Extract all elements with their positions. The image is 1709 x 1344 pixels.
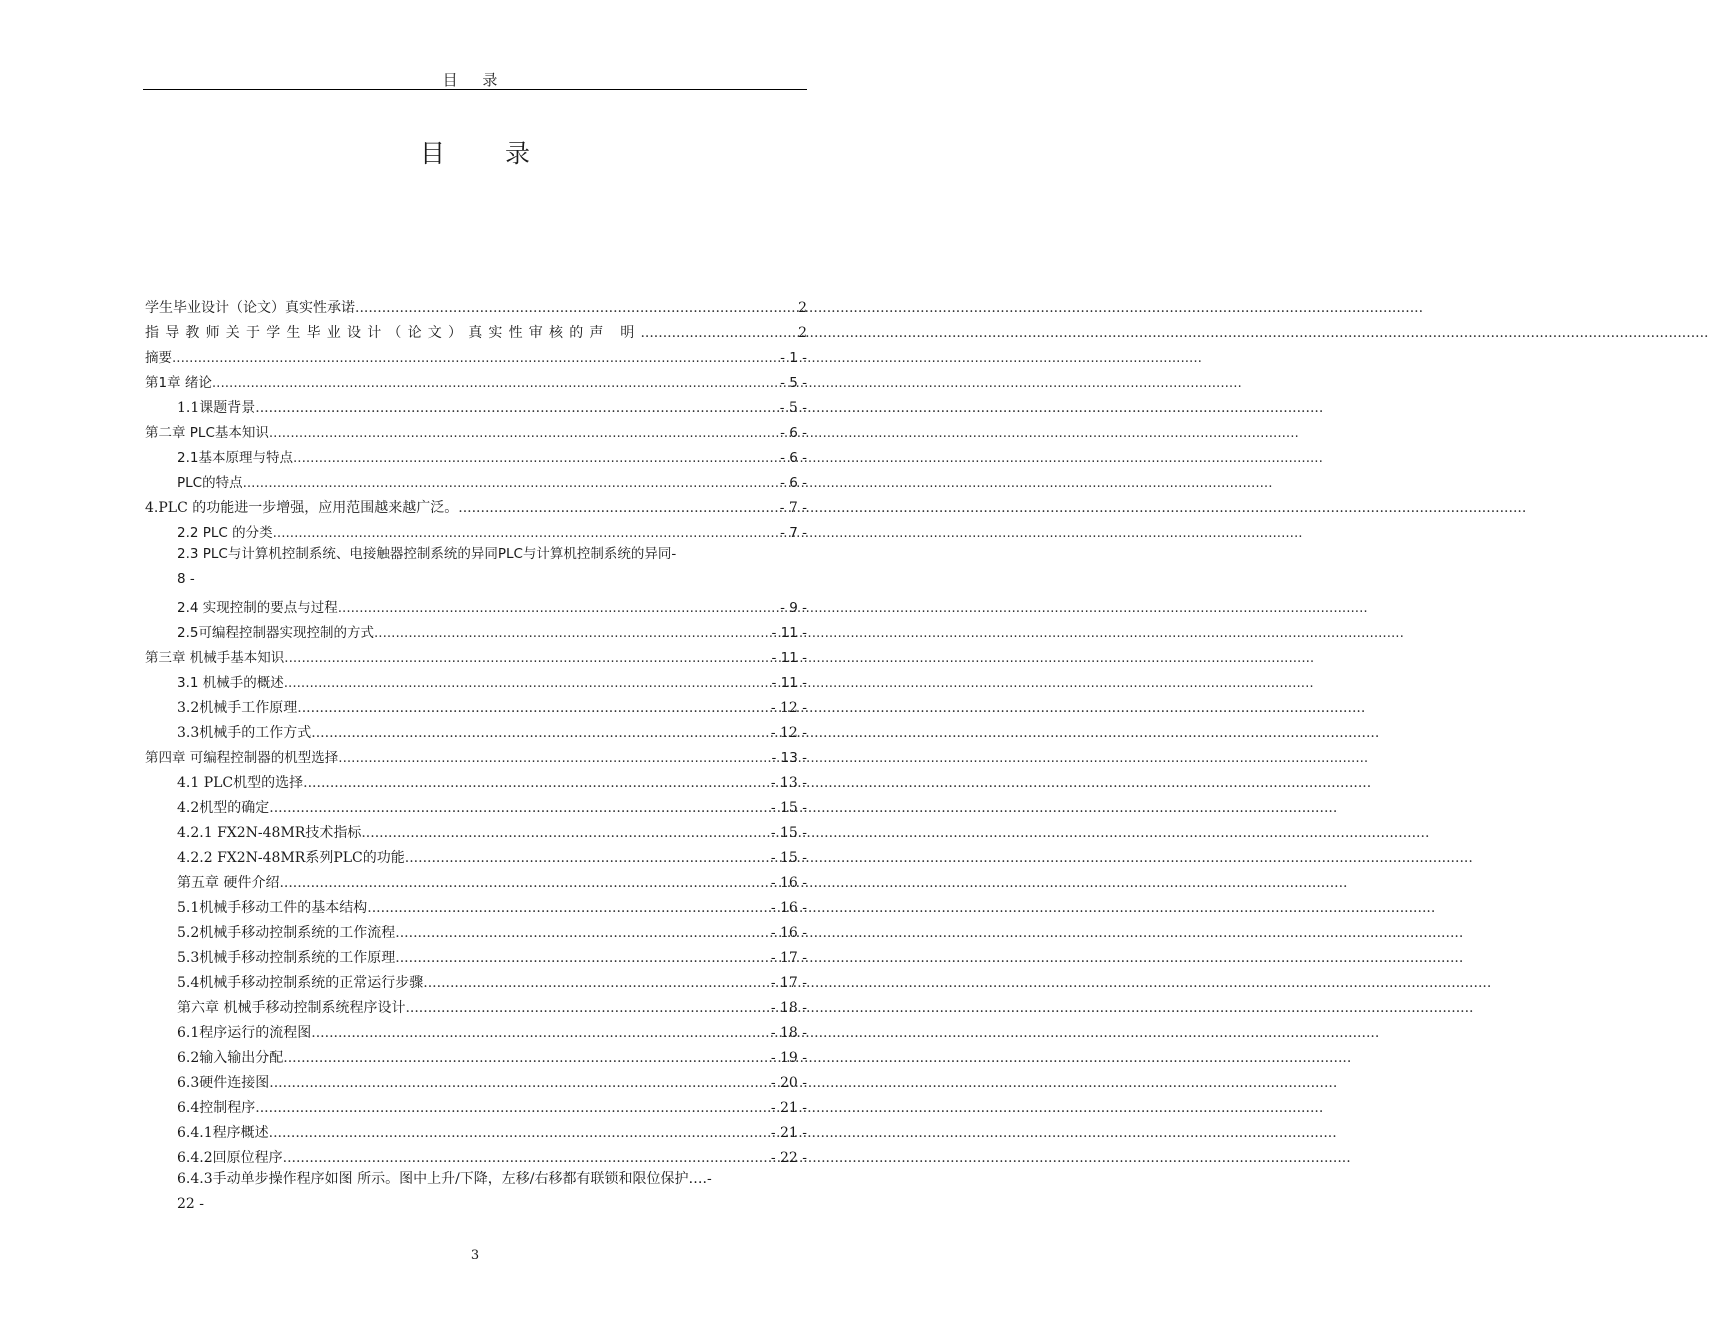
toc-leader-dots: [269, 1075, 771, 1092]
toc-entry-1-1[interactable]: [145, 392, 807, 417]
toc-entry-label: 学生毕业设计（论文）真实性承诺: [145, 300, 355, 316]
toc-leader-dots: [284, 650, 771, 667]
toc-entry-plc-features[interactable]: [145, 467, 807, 492]
toc-entry-2-1[interactable]: [145, 442, 807, 467]
toc-entry-label: 5.2机械手移动控制系统的工作流程: [177, 925, 396, 941]
toc-entry-page: - 6 -: [780, 475, 807, 491]
toc-entry-page: - 18 -: [770, 1025, 807, 1041]
toc-entry-label-line1: 6.4.3手动单步操作程序如图 所示。图中上升/下降，左移/右移都有联锁和限位保护….-: [177, 1171, 712, 1187]
toc-entry-integrity-pledge[interactable]: [145, 292, 807, 317]
toc-entry-label: 4.1 PLC机型的选择: [177, 775, 304, 791]
toc-entry-chapter-2[interactable]: [145, 417, 807, 442]
toc-entry-5-2[interactable]: [145, 917, 807, 942]
toc-entry-page: - 11 -: [771, 625, 807, 641]
toc-entry-2-4[interactable]: [145, 592, 807, 617]
toc-entry-4-2[interactable]: [145, 792, 807, 817]
toc-leader-dots: [255, 1100, 771, 1117]
toc-entry-page: - 7 -: [779, 500, 807, 516]
toc-entry-label: PLC的特点: [177, 475, 243, 491]
toc-leader-dots: [283, 1150, 771, 1167]
toc-leader-dots: [405, 850, 771, 867]
toc-entry-page: - 16 -: [770, 875, 807, 891]
toc-entry-page: - 13 -: [771, 750, 807, 766]
toc-entry-label: 2.2 PLC 的分类: [177, 525, 273, 541]
toc-entry-page: - 13 -: [770, 775, 807, 791]
toc-entry-label: 6.4.2回原位程序: [177, 1150, 283, 1166]
toc-entry-label: 第二章 PLC基本知识: [145, 425, 269, 441]
toc-entry-page: - 6 -: [780, 450, 807, 466]
toc-entry-2-5[interactable]: [145, 617, 807, 642]
toc-entry-5-3[interactable]: [145, 942, 807, 967]
toc-entry-label: 6.2输入输出分配: [177, 1050, 284, 1066]
toc-entry-5-4[interactable]: [145, 967, 807, 992]
toc-entry-label: 第1章 绪论: [145, 375, 212, 391]
toc-entry-label: 6.3硬件连接图: [177, 1075, 270, 1091]
toc-leader-dots: [338, 750, 771, 767]
toc-entry-label: 第五章 硬件介绍: [177, 875, 280, 891]
toc-entry-plc-function-expansion[interactable]: [145, 492, 807, 517]
toc-leader-dots: [283, 1050, 771, 1067]
toc-entry-6-4[interactable]: [145, 1092, 807, 1117]
toc-entry-label: 4.2.2 FX2N-48MR系列PLC的功能: [177, 850, 405, 866]
toc-entry-page: - 16 -: [770, 900, 807, 916]
toc-entry-label: 5.1机械手移动工件的基本结构: [177, 900, 368, 916]
toc-entry-chapter-6[interactable]: [145, 992, 807, 1017]
toc-entry-label-line1: 2.3 PLC与计算机控制系统、电接触器控制系统的异同PLC与计算机控制系统的异同-: [177, 546, 677, 562]
toc-entry-label: 5.3机械手移动控制系统的工作原理: [177, 950, 396, 966]
toc-leader-dots: [367, 900, 771, 917]
toc-entry-chapter-5[interactable]: [145, 867, 807, 892]
toc-entry-page: 2: [798, 325, 807, 341]
toc-leader-dots: [297, 700, 771, 717]
toc-entry-chapter-1[interactable]: [145, 367, 807, 392]
toc-entry-chapter-3[interactable]: [145, 642, 807, 667]
toc-entry-4-1[interactable]: [145, 767, 807, 792]
toc-leader-dots: [269, 425, 780, 442]
toc-entry-advisor-statement[interactable]: [145, 317, 807, 342]
toc-entry-2-2[interactable]: [145, 517, 807, 542]
toc-entry-6-1[interactable]: [145, 1017, 807, 1042]
toc-entry-3-3[interactable]: [145, 717, 807, 742]
toc-entry-label: 5.4机械手移动控制系统的正常运行步骤: [177, 975, 424, 991]
toc-entry-label: 第四章 可编程控制器的机型选择: [145, 750, 339, 766]
toc-entry-page: - 15 -: [770, 850, 807, 866]
toc-entry-page: - 11 -: [771, 650, 807, 666]
page-title: 目 录: [420, 139, 556, 168]
running-header: 目 录: [442, 71, 508, 89]
toc-entry-abstract[interactable]: [145, 342, 807, 367]
toc-entry-page: - 16 -: [770, 925, 807, 941]
toc-entry-page: - 5 -: [779, 400, 807, 416]
toc-entry-page: - 12 -: [770, 725, 807, 741]
toc-entry-page: - 11 -: [771, 675, 807, 691]
toc-entry-label: 摘要: [145, 350, 172, 366]
toc-leader-dots: [269, 1125, 771, 1142]
toc-entry-page: - 9 -: [780, 600, 807, 616]
toc-entry-6-2[interactable]: [145, 1042, 807, 1067]
toc-entry-label-line2: 22 -: [177, 1196, 204, 1212]
toc-entry-label-line2: 8 -: [177, 571, 195, 587]
toc-leader-dots: [303, 775, 771, 792]
toc-entry-label: 4.2.1 FX2N-48MR技术指标: [177, 825, 362, 841]
toc-entry-page: - 6 -: [780, 425, 807, 441]
toc-entry-3-2[interactable]: [145, 692, 807, 717]
toc-leader-dots: [293, 450, 780, 467]
toc-entry-3-1[interactable]: [145, 667, 807, 692]
toc-leader-dots: [212, 375, 780, 392]
toc-entry-4-2-2[interactable]: [145, 842, 807, 867]
toc-leader-dots: [311, 725, 771, 742]
toc-entry-page: - 5 -: [780, 375, 807, 391]
toc-entry-label: 第三章 机械手基本知识: [145, 650, 285, 666]
toc-leader-dots: [405, 1000, 770, 1017]
toc-entry-page: - 22 -: [770, 1150, 807, 1166]
toc-entry-page: - 1 -: [780, 350, 807, 366]
toc-entry-label: 1.1课题背景: [177, 400, 256, 416]
toc-entry-page: - 19 -: [770, 1050, 807, 1066]
toc-entry-page: - 15 -: [770, 800, 807, 816]
table-of-contents: [145, 292, 807, 1217]
toc-entry-page: - 15 -: [770, 825, 807, 841]
toc-leader-dots: [243, 475, 780, 492]
toc-entry-2-3[interactable]: [145, 542, 807, 592]
toc-entry-label: 2.4 实现控制的要点与过程: [177, 600, 338, 616]
toc-leader-dots: [374, 625, 772, 642]
toc-entry-6-4-1[interactable]: [145, 1117, 807, 1142]
toc-entry-page: - 7 -: [780, 525, 807, 541]
toc-leader-dots: [395, 950, 771, 967]
toc-entry-6-4-2[interactable]: [145, 1142, 807, 1167]
toc-entry-label: 第六章 机械手移动控制系统程序设计: [177, 1000, 406, 1016]
toc-entry-page: - 21 -: [770, 1125, 807, 1141]
toc-entry-page: - 20 -: [770, 1075, 807, 1091]
toc-leader-dots: [355, 300, 798, 317]
toc-entry-6-3[interactable]: [145, 1067, 807, 1092]
toc-entry-page: - 17 -: [770, 950, 807, 966]
toc-entry-5-1[interactable]: [145, 892, 807, 917]
toc-leader-dots: [311, 1025, 771, 1042]
toc-entry-6-4-3[interactable]: [145, 1167, 807, 1217]
toc-entry-label: 6.4控制程序: [177, 1100, 256, 1116]
toc-entry-label: 4.2机型的确定: [177, 800, 270, 816]
toc-entry-chapter-4[interactable]: [145, 742, 807, 767]
toc-entry-page: - 21 -: [770, 1100, 807, 1116]
header-rule: [143, 89, 807, 90]
toc-leader-dots: [172, 350, 780, 367]
toc-leader-dots: [640, 325, 798, 342]
toc-leader-dots: [423, 975, 771, 992]
toc-entry-page: - 17 -: [770, 975, 807, 991]
toc-leader-dots: [255, 400, 779, 417]
toc-entry-label: 6.1程序运行的流程图: [177, 1025, 312, 1041]
toc-entry-label: 4.PLC 的功能进一步增强，应用范围越来越广泛。: [145, 500, 459, 516]
toc-leader-dots: [458, 500, 779, 517]
toc-entry-label: 6.4.1程序概述: [177, 1125, 269, 1141]
toc-entry-label: 2.5可编程控制器实现控制的方式: [177, 625, 374, 641]
toc-leader-dots: [284, 675, 772, 692]
toc-leader-dots: [361, 825, 770, 842]
toc-leader-dots: [279, 875, 770, 892]
toc-entry-label: 3.3机械手的工作方式: [177, 725, 312, 741]
page-number: 3: [470, 1248, 480, 1263]
toc-entry-page: 2: [798, 300, 807, 316]
toc-entry-page: - 12 -: [770, 700, 807, 716]
toc-leader-dots: [273, 525, 780, 542]
toc-entry-label: 3.2机械手工作原理: [177, 700, 298, 716]
toc-entry-label: 指导教师关于学生毕业设计（论文）真实性审核的声 明: [145, 325, 641, 341]
toc-leader-dots: [338, 600, 780, 617]
toc-entry-page: - 18 -: [770, 1000, 807, 1016]
toc-leader-dots: [395, 925, 771, 942]
toc-entry-4-2-1[interactable]: [145, 817, 807, 842]
toc-entry-label: 2.1基本原理与特点: [177, 450, 293, 466]
toc-leader-dots: [269, 800, 771, 817]
toc-entry-label: 3.1 机械手的概述: [177, 675, 284, 691]
